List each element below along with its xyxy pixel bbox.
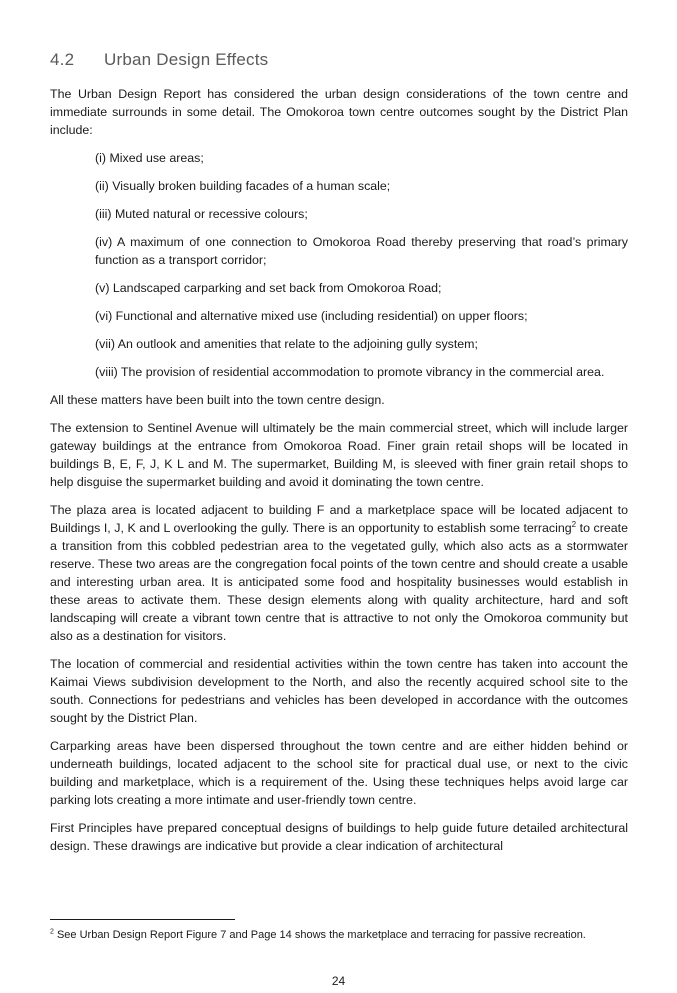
list-item: (ii) Visually broken building facades of a human scale;	[95, 179, 391, 193]
list-item: (viii) The provision of residential accommodation to promote vibrancy in the commercial area.	[95, 365, 605, 379]
list-item: (i) Mixed use areas;	[95, 151, 204, 165]
section-number: 4.2	[50, 50, 75, 69]
footnote-marker: 2	[50, 928, 54, 936]
footnote-divider	[50, 919, 235, 920]
carparking-paragraph: Carparking areas have been dispersed throughout the town centre and are either hidden behind or underneath buildings, located adjacent to the school site for practical dual use, or next to the civic building and marketplace, which is a requirement of the. Using these techniques helps avoid large car parking lots creating a more intimate and user-friendly town centre.	[50, 739, 628, 807]
section-title: Urban Design Effects	[104, 50, 269, 69]
list-item: (vii) An outlook and amenities that relate to the adjoining gully system;	[95, 337, 478, 351]
body-text	[50, 85, 628, 865]
intro-paragraph: The Urban Design Report has considered the urban design considerations of the town centre and immediate surrounds in some detail. The Omokoroa town centre outcomes sought by the District Plan include:	[50, 87, 628, 137]
plaza-text-start: The plaza area is located adjacent to building F and a marketplace space will be located adjacent to Buildings I, J, K and L overlooking the gully. There is an opportunity to establish some terracing	[50, 503, 628, 535]
list-item: (iii) Muted natural or recessive colours;	[95, 207, 308, 221]
list-item: (vi) Functional and alternative mixed use (including residential) on upper floors;	[95, 309, 528, 323]
matters-paragraph: All these matters have been built into the town centre design.	[50, 393, 385, 407]
principles-paragraph: First Principles have prepared conceptual designs of buildings to help guide future detailed architectural design. These drawings are indicative but provide a clear indication of architectural	[50, 821, 628, 853]
plaza-text-end: to create a transition from this cobbled pedestrian area to the vegetated gully, which also acts as a stormwater reserve. These two areas are the congregation focal points of the town centre and should create a usable and interesting urban area. It is anticipated some food and hospitality businesses would establish in these areas to activate them. These design elements along with quality architecture, hard and soft landscaping will create a vibrant town centre that is attractive to not only the Omokoroa community but also as a destination for visitors.	[50, 521, 628, 643]
footnote	[50, 928, 640, 943]
extension-paragraph: The extension to Sentinel Avenue will ultimately be the main commercial street, which will include larger gateway buildings at the entrance from Omokoroa Road. Finer grain retail shops will be located in buildings B, E, F, J, K L and M. The supermarket, Building M, is sleeved with finer grain retail shops to help disguise the supermarket building and avoid it dominating the town centre.	[50, 421, 628, 489]
page-number: 24	[331, 974, 346, 988]
footnote-text: See Urban Design Report Figure 7 and Page 14 shows the marketplace and terracing for passive recreation.	[53, 929, 586, 941]
plaza-paragraph	[50, 501, 628, 645]
section-heading	[50, 50, 268, 70]
list-item: (iv) A maximum of one connection to Omokoroa Road thereby preserving that road’s primary function as a transport corridor;	[95, 235, 628, 267]
location-paragraph: The location of commercial and residential activities within the town centre has taken into account the Kaimai Views subdivision development to the North, and also the recently acquired school site to the south. Connections for pedestrians and vehicles has been developed in accordance with the outcomes sought by the District Plan.	[50, 657, 628, 725]
footnote-reference[interactable]: 2	[571, 519, 577, 529]
list-item: (v) Landscaped carparking and set back from Omokoroa Road;	[95, 281, 442, 295]
